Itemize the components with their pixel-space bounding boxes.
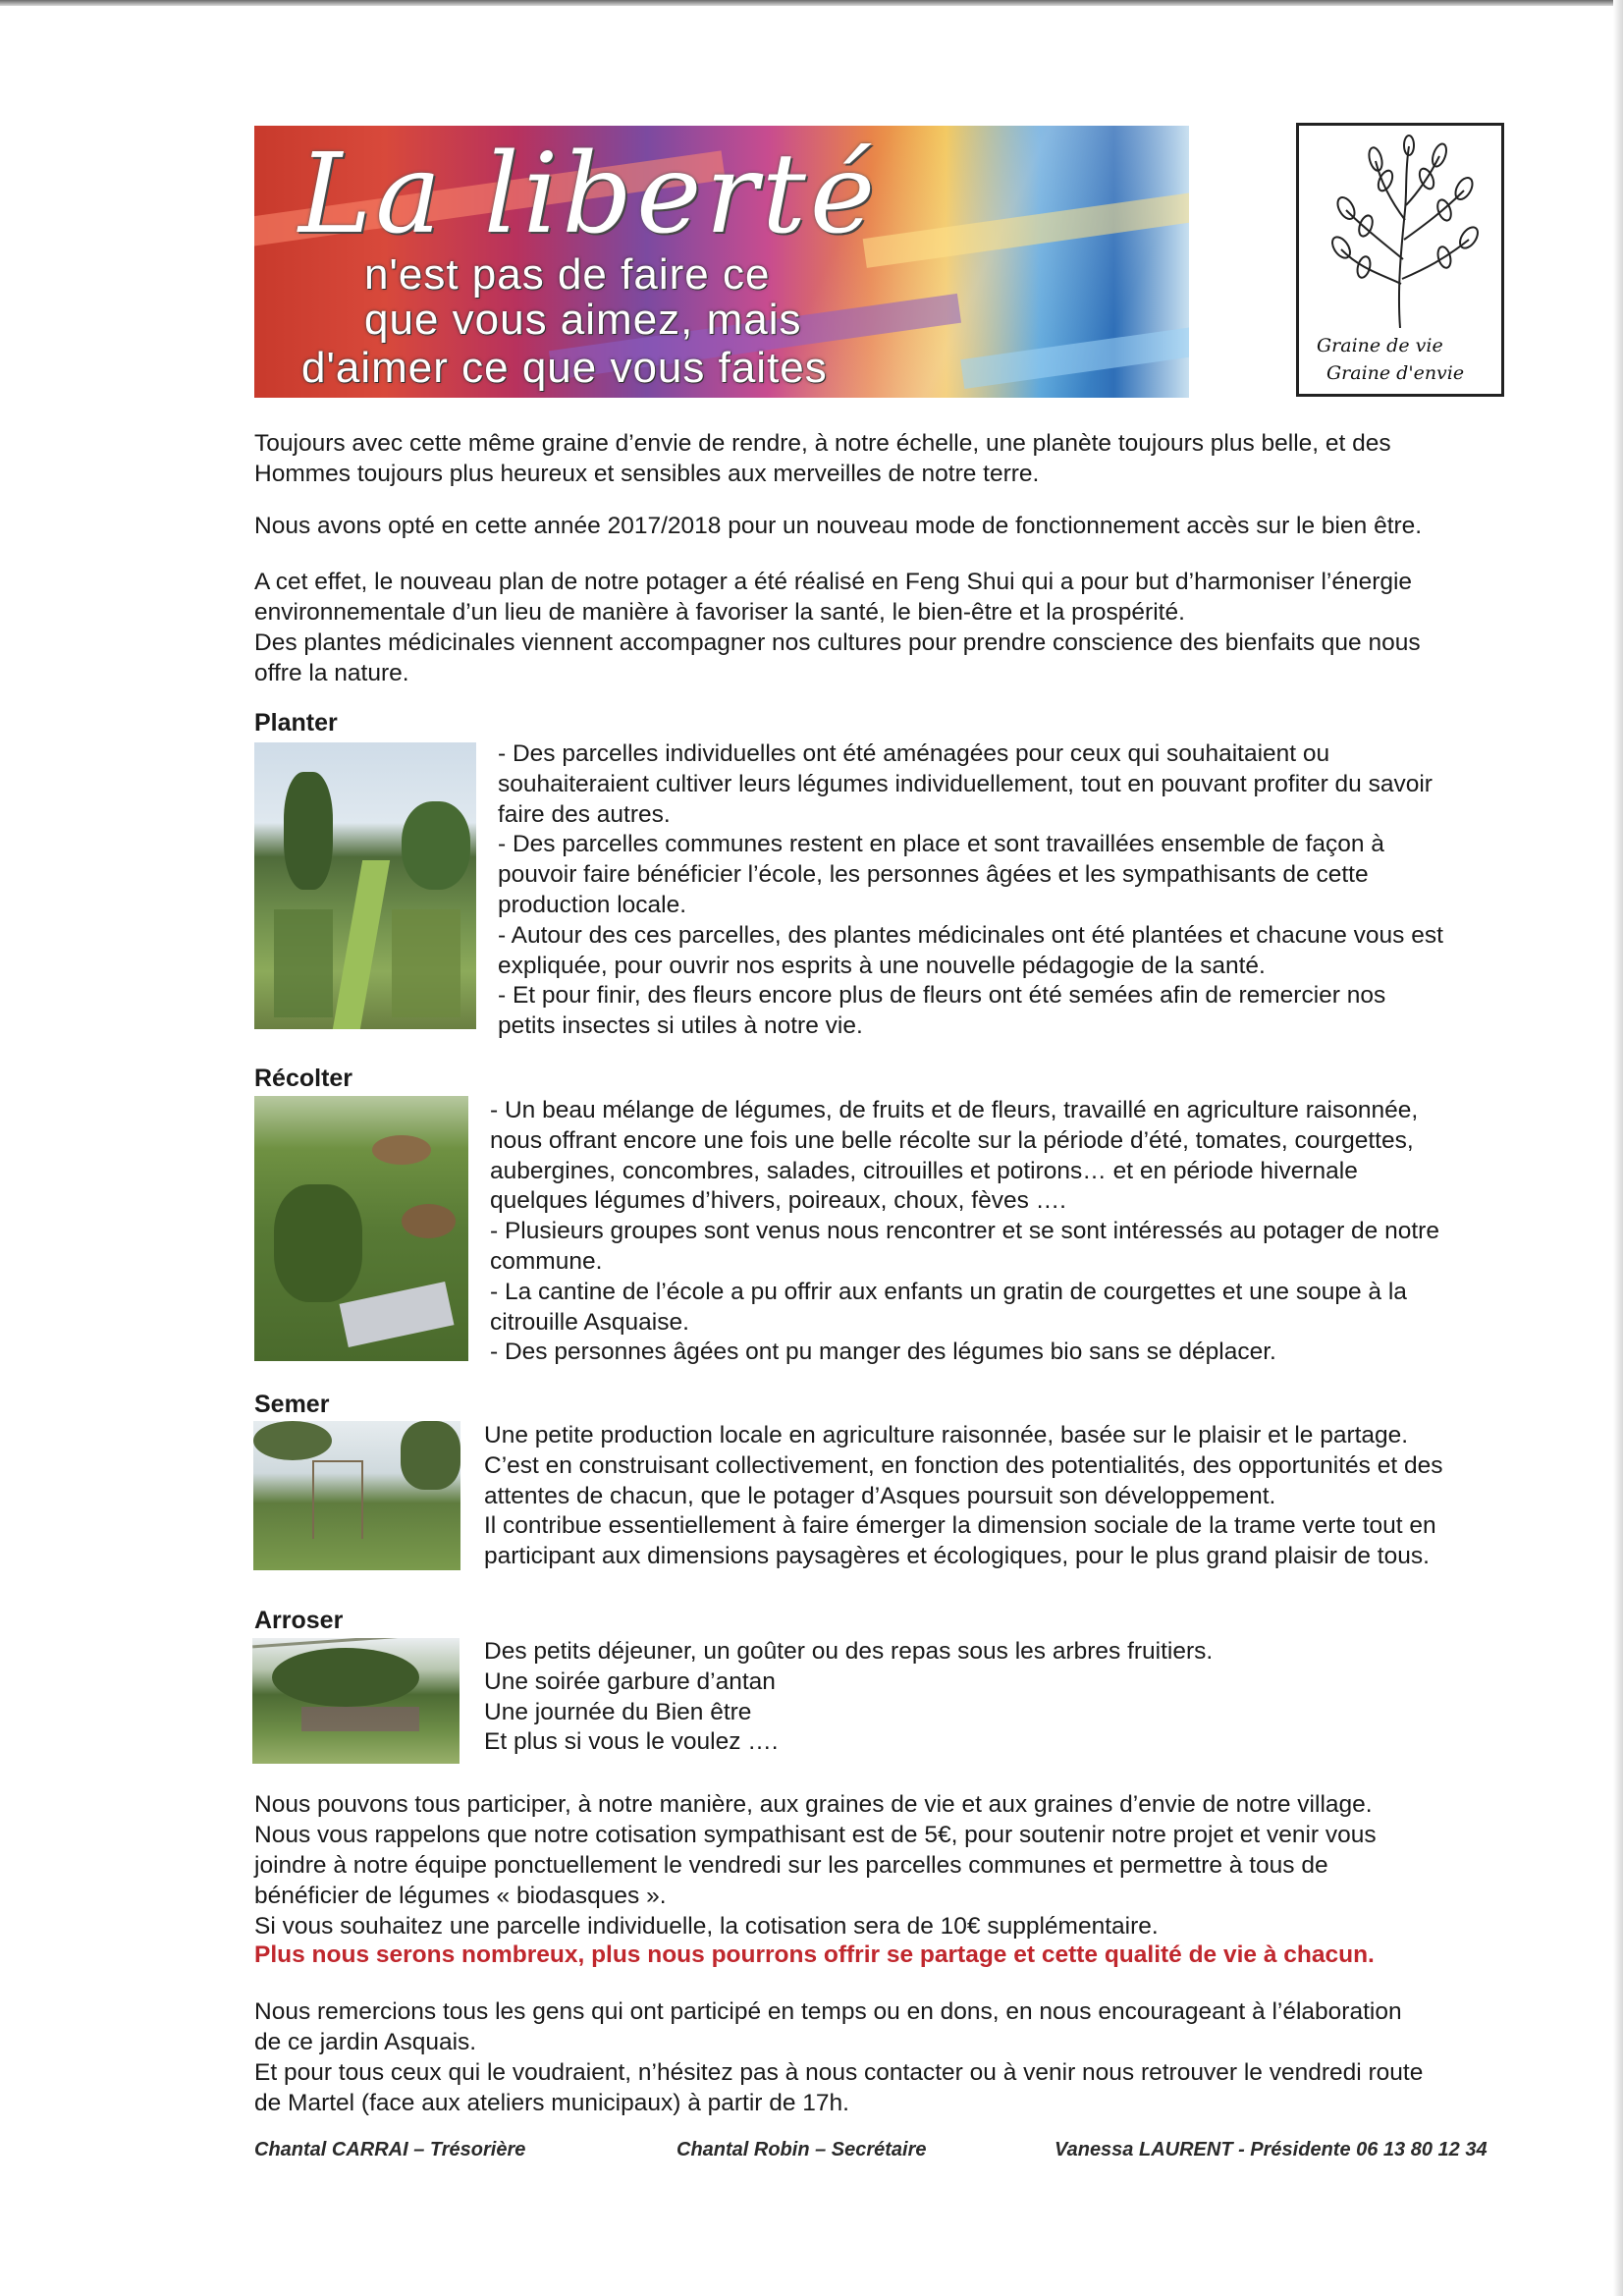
heading-arroser: Arroser — [254, 1607, 344, 1634]
banner-line-1: n'est pas de faire ce — [364, 250, 771, 299]
signature-secretary: Chantal Robin – Secrétaire — [676, 2139, 927, 2160]
photo-garden-planter — [254, 742, 476, 1029]
heading-recolter: Récolter — [254, 1065, 353, 1092]
heading-planter: Planter — [254, 709, 338, 737]
logo-text-line-2: Graine d'envie — [1326, 362, 1465, 384]
photo-harvest — [254, 1096, 468, 1361]
section-text-arroser: Des petits déjeuner, un goûter ou des repas sous les arbres fruitiers. Une soirée garbure d’antan Une journée du Bien être Et plus si vous le voulez …. — [484, 1638, 1214, 1756]
signature-president: Vanessa LAURENT - Présidente 06 13 80 12 34 — [1055, 2139, 1488, 2160]
signature-treasurer: Chantal CARRAI – Trésorière — [254, 2139, 526, 2160]
banner-quote-image — [254, 126, 1189, 398]
banner-line-2: que vous aimez, mais — [364, 296, 802, 344]
closing-highlight: Plus nous serons nombreux, plus nous pourrons offrir se partage et cette qualité de vie à chacun. — [254, 1941, 1375, 1968]
banner-line-3: d'aimer ce que vous faites — [301, 344, 828, 392]
closing-paragraph-1: Nous pouvons tous participer, à notre manière, aux graines de vie et aux graines d’envie de notre village. Nous vous rappelons que notre cotisation sympathisant est de 5€, pour soutenir notre projet et venir vous joindre à notre équipe ponctuellement le vendredi sur les parcelles communes et permettre à tous de bénéficier de légumes « biodasques ». Si vous souhaitez une parcelle individuelle, la cotisation sera de 10€ supplémentaire. — [254, 1791, 1377, 1940]
heading-semer: Semer — [254, 1391, 330, 1418]
intro-paragraph-3: A cet effet, le nouveau plan de notre potager a été réalisé en Feng Shui qui a pour but d’harmoniser l’énergie environnementale d’un lieu de manière à favoriser la santé, le bien-être et la prospérité. Des plantes médicinales viennent accompagner nos cultures pour prendre conscience des bienfaits que nous offre la nature. — [254, 569, 1421, 686]
logo-text-line-1: Graine de vie — [1317, 335, 1443, 356]
scan-right-edge — [1613, 0, 1623, 2296]
section-text-recolter: - Un beau mélange de légumes, de fruits et de fleurs, travaillé en agriculture raisonnée, nous offrant encore une fois une belle récolte sur la période d’été, tomates, courgettes, aubergines, concombres, salades, citrouilles et potirons… et en période hivernale quelques légumes d’hivers, poireaux, choux, fèves …. - Plusieurs groupes sont venus nous rencontrer et se sont intéressés au potager de notre commune. - La cantine de l’école a pu offrir aux enfants un gratin de courgettes et une soupe à la citrouille Asquaise. - Des personnes âgées ont pu manger des légumes bio sans se déplacer. — [490, 1097, 1439, 1366]
section-text-semer: Une petite production locale en agriculture raisonnée, basée sur le plaisir et le partage. C’est en construisant collectivement, en fonction des potentialités, des opportunités et des attentes de chacun, que le potager d’Asques poursuit son développement. Il contribue essentiellement à faire émerger la dimension sociale de la trame verte tout en participant aux dimensions paysagères et écologiques, pour le plus grand plaisir de tous. — [484, 1422, 1443, 1570]
intro-paragraph-1: Toujours avec cette même graine d’envie de rendre, à notre échelle, une planète toujours plus belle, et des Hommes toujours plus heureux et sensibles aux merveilles de notre terre. — [254, 430, 1391, 487]
association-logo — [1296, 123, 1504, 397]
scan-top-edge — [0, 0, 1623, 6]
photo-sowing — [253, 1421, 460, 1570]
banner-title: La liberté — [298, 131, 880, 258]
tree-icon — [1307, 132, 1493, 328]
photo-gathering — [252, 1638, 460, 1764]
section-text-planter: - Des parcelles individuelles ont été aménagées pour ceux qui souhaitaient ou souhaiteraient cultiver leurs légumes individuellement, tout en pouvant profiter du savoir faire des autres. - Des parcelles communes restent en place et sont travaillées ensemble de façon à pouvoir faire bénéficier l’école, les personnes âgées et les sympathisants de cette production locale. - Autour des ces parcelles, des plantes médicinales ont été plantées et chacune vous est expliquée, pour ouvrir nos esprits à une nouvelle pédagogie de la santé. - Et pour finir, des fleurs encore plus de fleurs ont été semées afin de remercier nos petits insectes si utiles à notre vie. — [498, 740, 1443, 1040]
intro-paragraph-2: Nous avons opté en cette année 2017/2018 pour un nouveau mode de fonctionnement accès sur le bien être. — [254, 513, 1423, 539]
closing-paragraph-2: Nous remercions tous les gens qui ont participé en temps ou en dons, en nous encourageant à l’élaboration de ce jardin Asquais. Et pour tous ceux qui le voudraient, n’hésitez pas à nous contacter ou à venir nous retrouver le vendredi route de Martel (face aux ateliers municipaux) à partir de 17h. — [254, 1998, 1424, 2116]
